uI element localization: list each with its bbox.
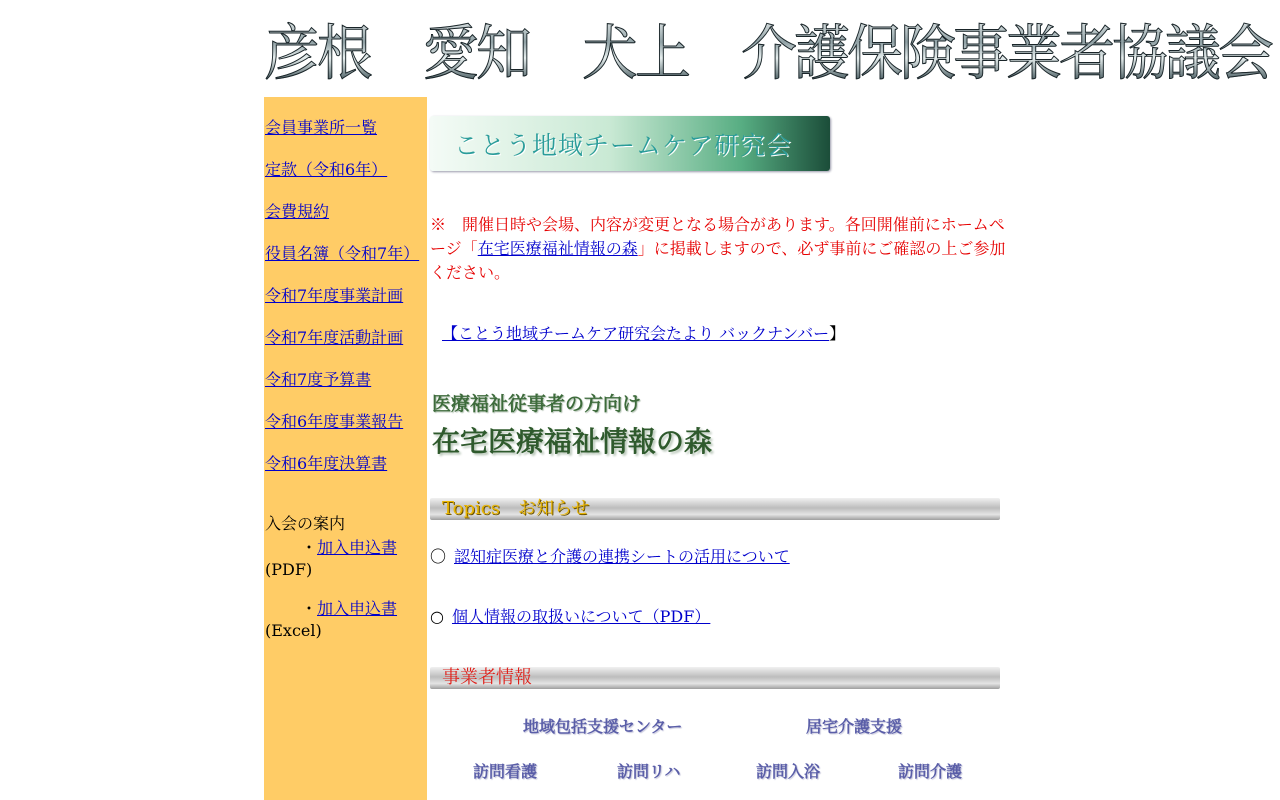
business-link-home-care-support[interactable]: 居宅介護支援 (806, 717, 903, 736)
newsletter-backnumber-link[interactable]: 【ことう地域チームケア研究会たより バックナンバー (442, 324, 830, 343)
forest-banner[interactable] (432, 389, 712, 460)
site-title: 彦根 愛知 犬上 介護保険事業者協議会 (264, 14, 1271, 94)
bullet: ・ (301, 538, 318, 557)
newsletter-backnumber (442, 321, 845, 344)
topic-item (430, 604, 710, 627)
notice-forest-link[interactable]: 在宅医療福祉情報の森 (477, 239, 638, 258)
notice-prefix: ※ 開催日時や会場、内容が変更となる場合があります。各回開催前にホームページ「 (430, 215, 1005, 258)
sidebar-item-budget[interactable]: 令和7度予算書 (265, 370, 372, 389)
join-excel-row (265, 598, 397, 620)
topics-heading: Topics お知らせ (442, 498, 590, 519)
business-link-visiting-care[interactable]: 訪問介護 (898, 762, 963, 781)
join-form-excel-link[interactable]: 加入申込書 (317, 599, 398, 618)
topic-link-dementia-sheet[interactable]: 認知症医療と介護の連携シートの活用について (454, 547, 790, 566)
sidebar-item-settlement[interactable]: 令和6年度決算書 (265, 454, 388, 473)
sidebar (264, 97, 427, 800)
forest-banner-title: 在宅医療福祉情報の森 (432, 425, 713, 458)
join-pdf-note: (PDF) (265, 560, 313, 579)
sidebar-item-activity-plan[interactable]: 令和7年度活動計画 (265, 328, 404, 347)
join-guide-title: 入会の案内 (265, 514, 346, 533)
join-excel-note: (Excel) (265, 621, 322, 640)
business-link-community-support-center[interactable]: 地域包括支援センター (523, 717, 683, 736)
notice-suffix: 」に掲載しますので、必ず事前にご確認の上ご参加ください。 (430, 239, 1006, 282)
join-guide (265, 513, 397, 659)
business-link-visiting-nursing[interactable]: 訪問看護 (473, 762, 538, 781)
join-pdf-row (265, 537, 397, 559)
sidebar-item-articles[interactable]: 定款（令和6年） (265, 160, 388, 179)
business-heading: 事業者情報 (442, 667, 532, 688)
business-link-visiting-rehab[interactable]: 訪問リハ (617, 762, 681, 781)
forest-banner-subtitle: 医療福祉従事者の方向け (432, 393, 642, 415)
topic-link-privacy-pdf[interactable]: 個人情報の取扱いについて（PDF） (451, 607, 711, 626)
team-care-banner[interactable] (430, 116, 830, 171)
main-content (430, 97, 1010, 800)
backnumber-bracket: 】 (829, 324, 846, 343)
sidebar-item-business-plan[interactable]: 令和7年度事業計画 (265, 286, 404, 305)
sidebar-item-business-report[interactable]: 令和6年度事業報告 (265, 412, 404, 431)
site-header (264, 14, 1272, 94)
change-notice (430, 213, 1008, 285)
business-heading-bar (430, 667, 1000, 689)
topic-item (430, 544, 790, 567)
join-form-pdf-link[interactable]: 加入申込書 (317, 538, 398, 557)
sidebar-item-member-list[interactable]: 会員事業所一覧 (265, 118, 378, 137)
bullet: ・ (301, 599, 318, 618)
team-care-banner-text: ことう地域チームケア研究会 (454, 130, 793, 160)
topics-heading-bar (430, 498, 1000, 520)
circle-bullet-icon: ○ (430, 607, 444, 626)
circle-bullet-icon: 〇 (430, 547, 447, 566)
business-link-visiting-bath[interactable]: 訪問入浴 (756, 762, 821, 781)
sidebar-item-officers[interactable]: 役員名簿（令和7年） (265, 244, 420, 263)
sidebar-nav (265, 117, 419, 495)
sidebar-item-fee-rules[interactable]: 会費規約 (265, 202, 330, 221)
